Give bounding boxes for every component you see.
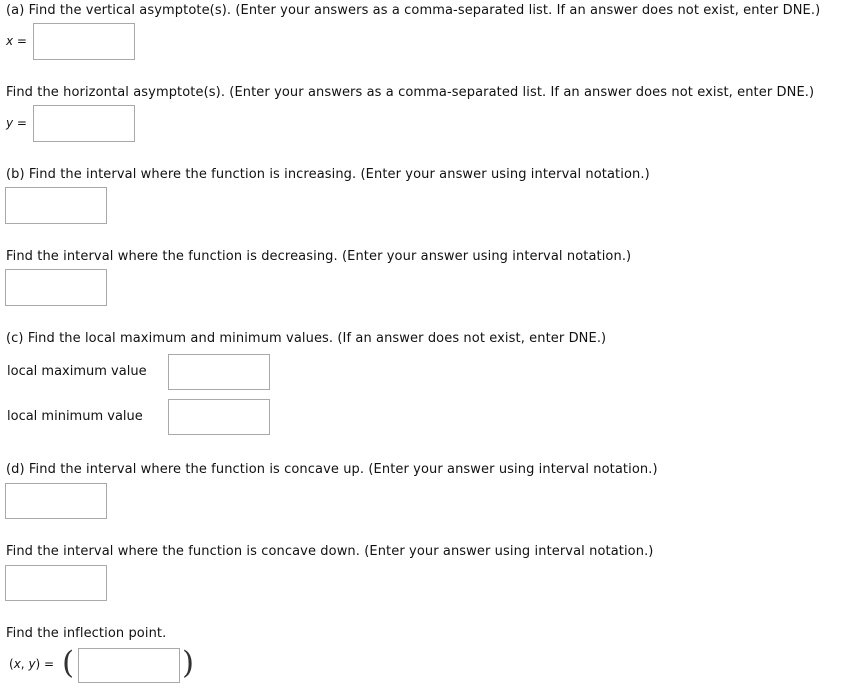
x-variable: x xyxy=(6,34,14,48)
vertical-asymptote-label xyxy=(6,34,27,48)
x-variable: x xyxy=(13,657,21,671)
concave-down-input[interactable] xyxy=(5,565,107,601)
close-paren: ) xyxy=(35,657,41,671)
increasing-interval-question: (b) Find the interval where the function is increasing. (Enter your answer using interval notation.) xyxy=(6,167,650,182)
local-maximum-label: local maximum value xyxy=(7,364,147,379)
inflection-point-label xyxy=(9,657,54,671)
concave-down-question: Find the interval where the function is concave down. (Enter your answer using interval notation.) xyxy=(6,544,654,559)
increasing-interval-input[interactable] xyxy=(5,187,107,224)
inflection-point-question: Find the inflection point. xyxy=(6,626,167,641)
open-paren: ( xyxy=(9,657,14,671)
vertical-asymptote-question: (a) Find the vertical asymptote(s). (Enter your answers as a comma-separated list. If an answer does not exist, enter DNE.) xyxy=(6,3,821,18)
decreasing-interval-question: Find the interval where the function is decreasing. (Enter your answer using interval notation.) xyxy=(6,249,632,264)
local-extrema-question: (c) Find the local maximum and minimum values. (If an answer does not exist, enter DNE.) xyxy=(6,331,607,346)
concave-up-question: (d) Find the interval where the function is concave up. (Enter your answer using interval notation.) xyxy=(6,462,658,477)
y-variable: y xyxy=(6,116,14,130)
equals-sign: = xyxy=(13,34,27,48)
equals-sign: = xyxy=(13,116,27,130)
equals-sign: = xyxy=(40,657,55,671)
right-parenthesis: ) xyxy=(182,645,195,681)
horizontal-asymptote-input[interactable] xyxy=(33,105,135,142)
inflection-point-input[interactable] xyxy=(78,648,180,683)
local-minimum-input[interactable] xyxy=(168,399,270,435)
vertical-asymptote-input[interactable] xyxy=(33,23,135,60)
horizontal-asymptote-question: Find the horizontal asymptote(s). (Enter your answers as a comma-separated list. If an answer does not exist, enter DNE.) xyxy=(6,85,815,100)
local-maximum-input[interactable] xyxy=(168,354,270,390)
concave-up-input[interactable] xyxy=(5,483,107,519)
horizontal-asymptote-label xyxy=(6,116,27,130)
comma: , xyxy=(20,657,29,671)
y-variable: y xyxy=(28,657,36,671)
left-parenthesis: ( xyxy=(62,645,75,681)
decreasing-interval-input[interactable] xyxy=(5,269,107,306)
local-minimum-label: local minimum value xyxy=(7,409,143,424)
